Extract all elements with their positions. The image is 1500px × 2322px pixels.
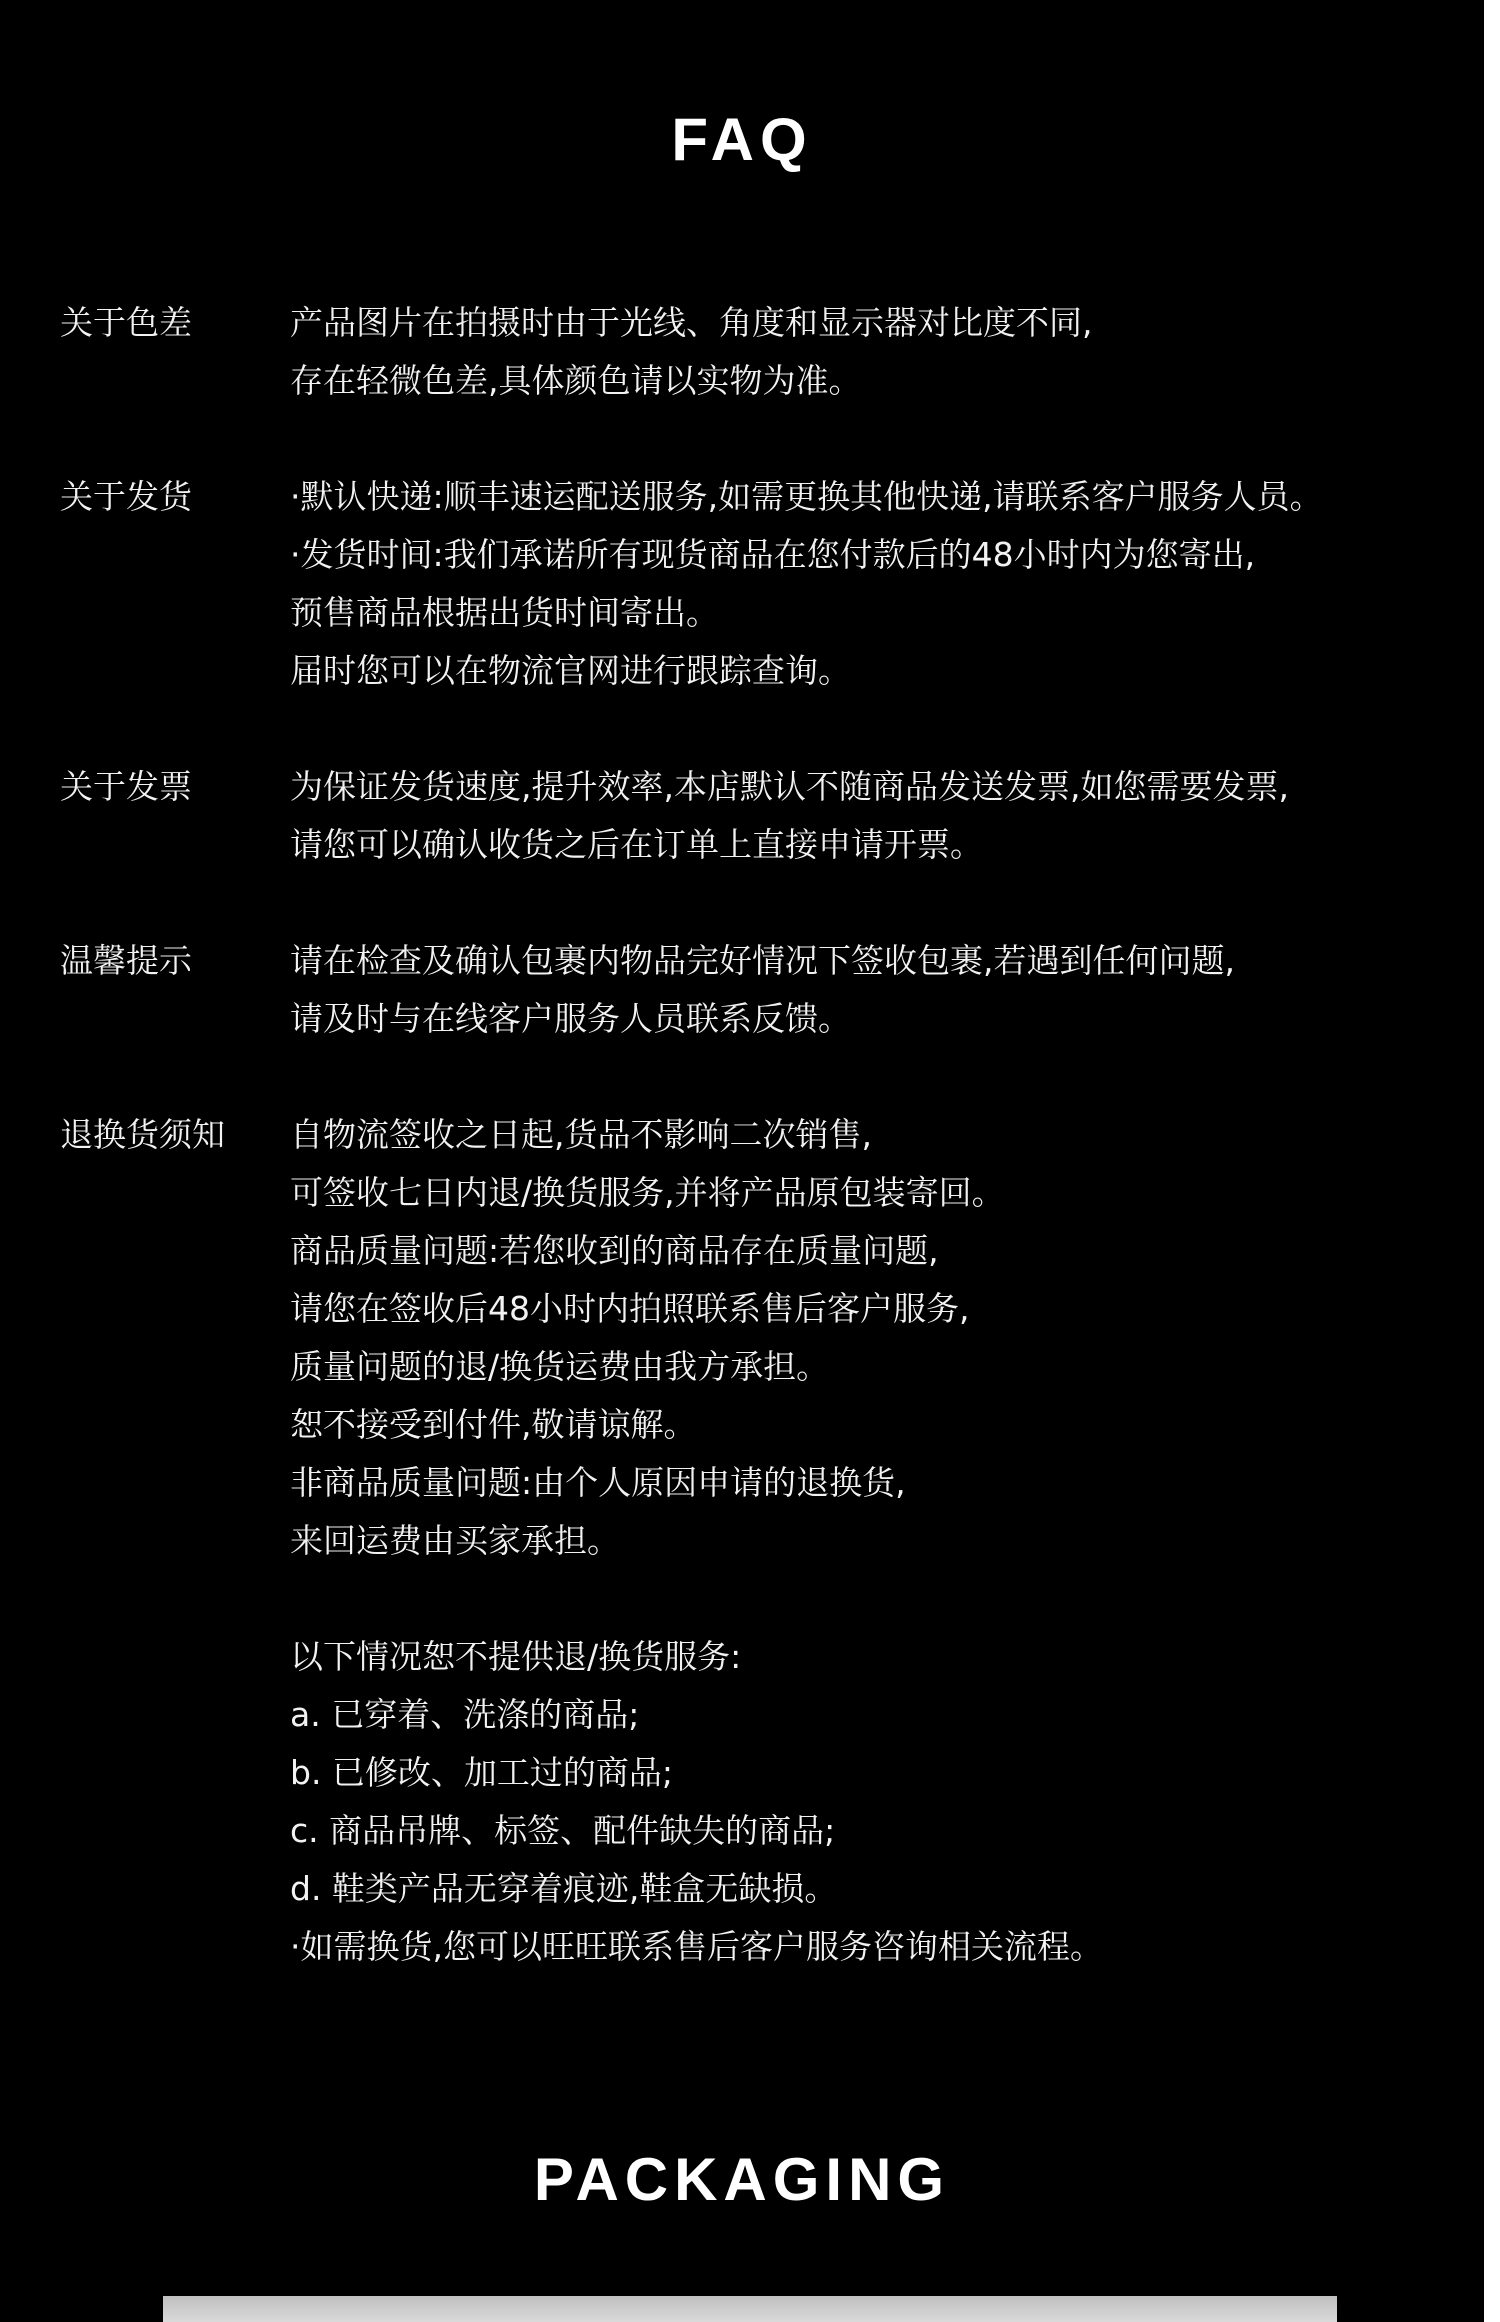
body-line: ·默认快递:顺丰速运配送服务,如需更换其他快递,请联系客户服务人员。 (290, 477, 1323, 516)
body-line: c. 商品吊牌、标签、配件缺失的商品; (290, 1811, 836, 1850)
body-line: 请您可以确认收货之后在订单上直接申请开票。 (290, 825, 983, 864)
page-edge-strip (1484, 0, 1500, 2322)
body-line: 以下情况恕不提供退/换货服务: (290, 1637, 742, 1676)
body-line: a. 已穿着、洗涤的商品; (290, 1695, 640, 1734)
section-body (290, 758, 1440, 874)
paragraph-spacer (290, 1570, 1440, 1628)
faq-section-tips (60, 932, 1440, 1048)
section-label: 关于发货 (60, 477, 192, 516)
body-line: 质量问题的退/换货运费由我方承担。 (290, 1347, 830, 1386)
faq-section-invoice (60, 758, 1440, 874)
body-line: 届时您可以在物流官网进行跟踪查询。 (290, 651, 851, 690)
body-line: 来回运费由买家承担。 (290, 1521, 620, 1560)
section-label: 温馨提示 (60, 941, 192, 980)
body-line: 非商品质量问题:由个人原因申请的退换货, (290, 1463, 906, 1502)
body-line: 为保证发货速度,提升效率,本店默认不随商品发送发票,如您需要发票, (290, 767, 1289, 806)
section-label: 关于发票 (60, 767, 192, 806)
section-body (290, 294, 1440, 410)
body-line: ·发货时间:我们承诺所有现货商品在您付款后的48小时内为您寄出, (290, 535, 1256, 574)
body-line: ·如需换货,您可以旺旺联系售后客户服务咨询相关流程。 (290, 1927, 1103, 1966)
body-line: 预售商品根据出货时间寄出。 (290, 593, 719, 632)
faq-heading: FAQ (671, 106, 813, 173)
section-body (290, 468, 1440, 700)
body-line: 请在检查及确认包裹内物品完好情况下签收包裹,若遇到任何问题, (290, 941, 1235, 980)
body-line: b. 已修改、加工过的商品; (290, 1753, 674, 1792)
packaging-heading: PACKAGING (533, 2146, 951, 2213)
faq-section-color-difference (60, 294, 1440, 410)
body-line: 产品图片在拍摄时由于光线、角度和显示器对比度不同, (290, 303, 1093, 342)
body-line: 可签收七日内退/换货服务,并将产品原包装寄回。 (290, 1173, 1005, 1212)
body-line: 存在轻微色差,具体颜色请以实物为准。 (290, 361, 862, 400)
section-label: 关于色差 (60, 303, 192, 342)
body-line: 商品质量问题:若您收到的商品存在质量问题, (290, 1231, 939, 1270)
packaging-image (163, 2296, 1337, 2322)
section-body (290, 932, 1440, 1048)
faq-section-shipping (60, 468, 1440, 700)
faq-section-returns (60, 1106, 1440, 1976)
body-line: 请您在签收后48小时内拍照联系售后客户服务, (290, 1289, 970, 1328)
body-line: 恕不接受到付件,敬请谅解。 (290, 1405, 697, 1444)
section-label: 退换货须知 (60, 1115, 225, 1154)
body-line: 自物流签收之日起,货品不影响二次销售, (290, 1115, 872, 1154)
body-line: d. 鞋类产品无穿着痕迹,鞋盒无缺损。 (290, 1869, 838, 1908)
section-body (290, 1106, 1440, 1976)
body-line: 请及时与在线客户服务人员联系反馈。 (290, 999, 851, 1038)
